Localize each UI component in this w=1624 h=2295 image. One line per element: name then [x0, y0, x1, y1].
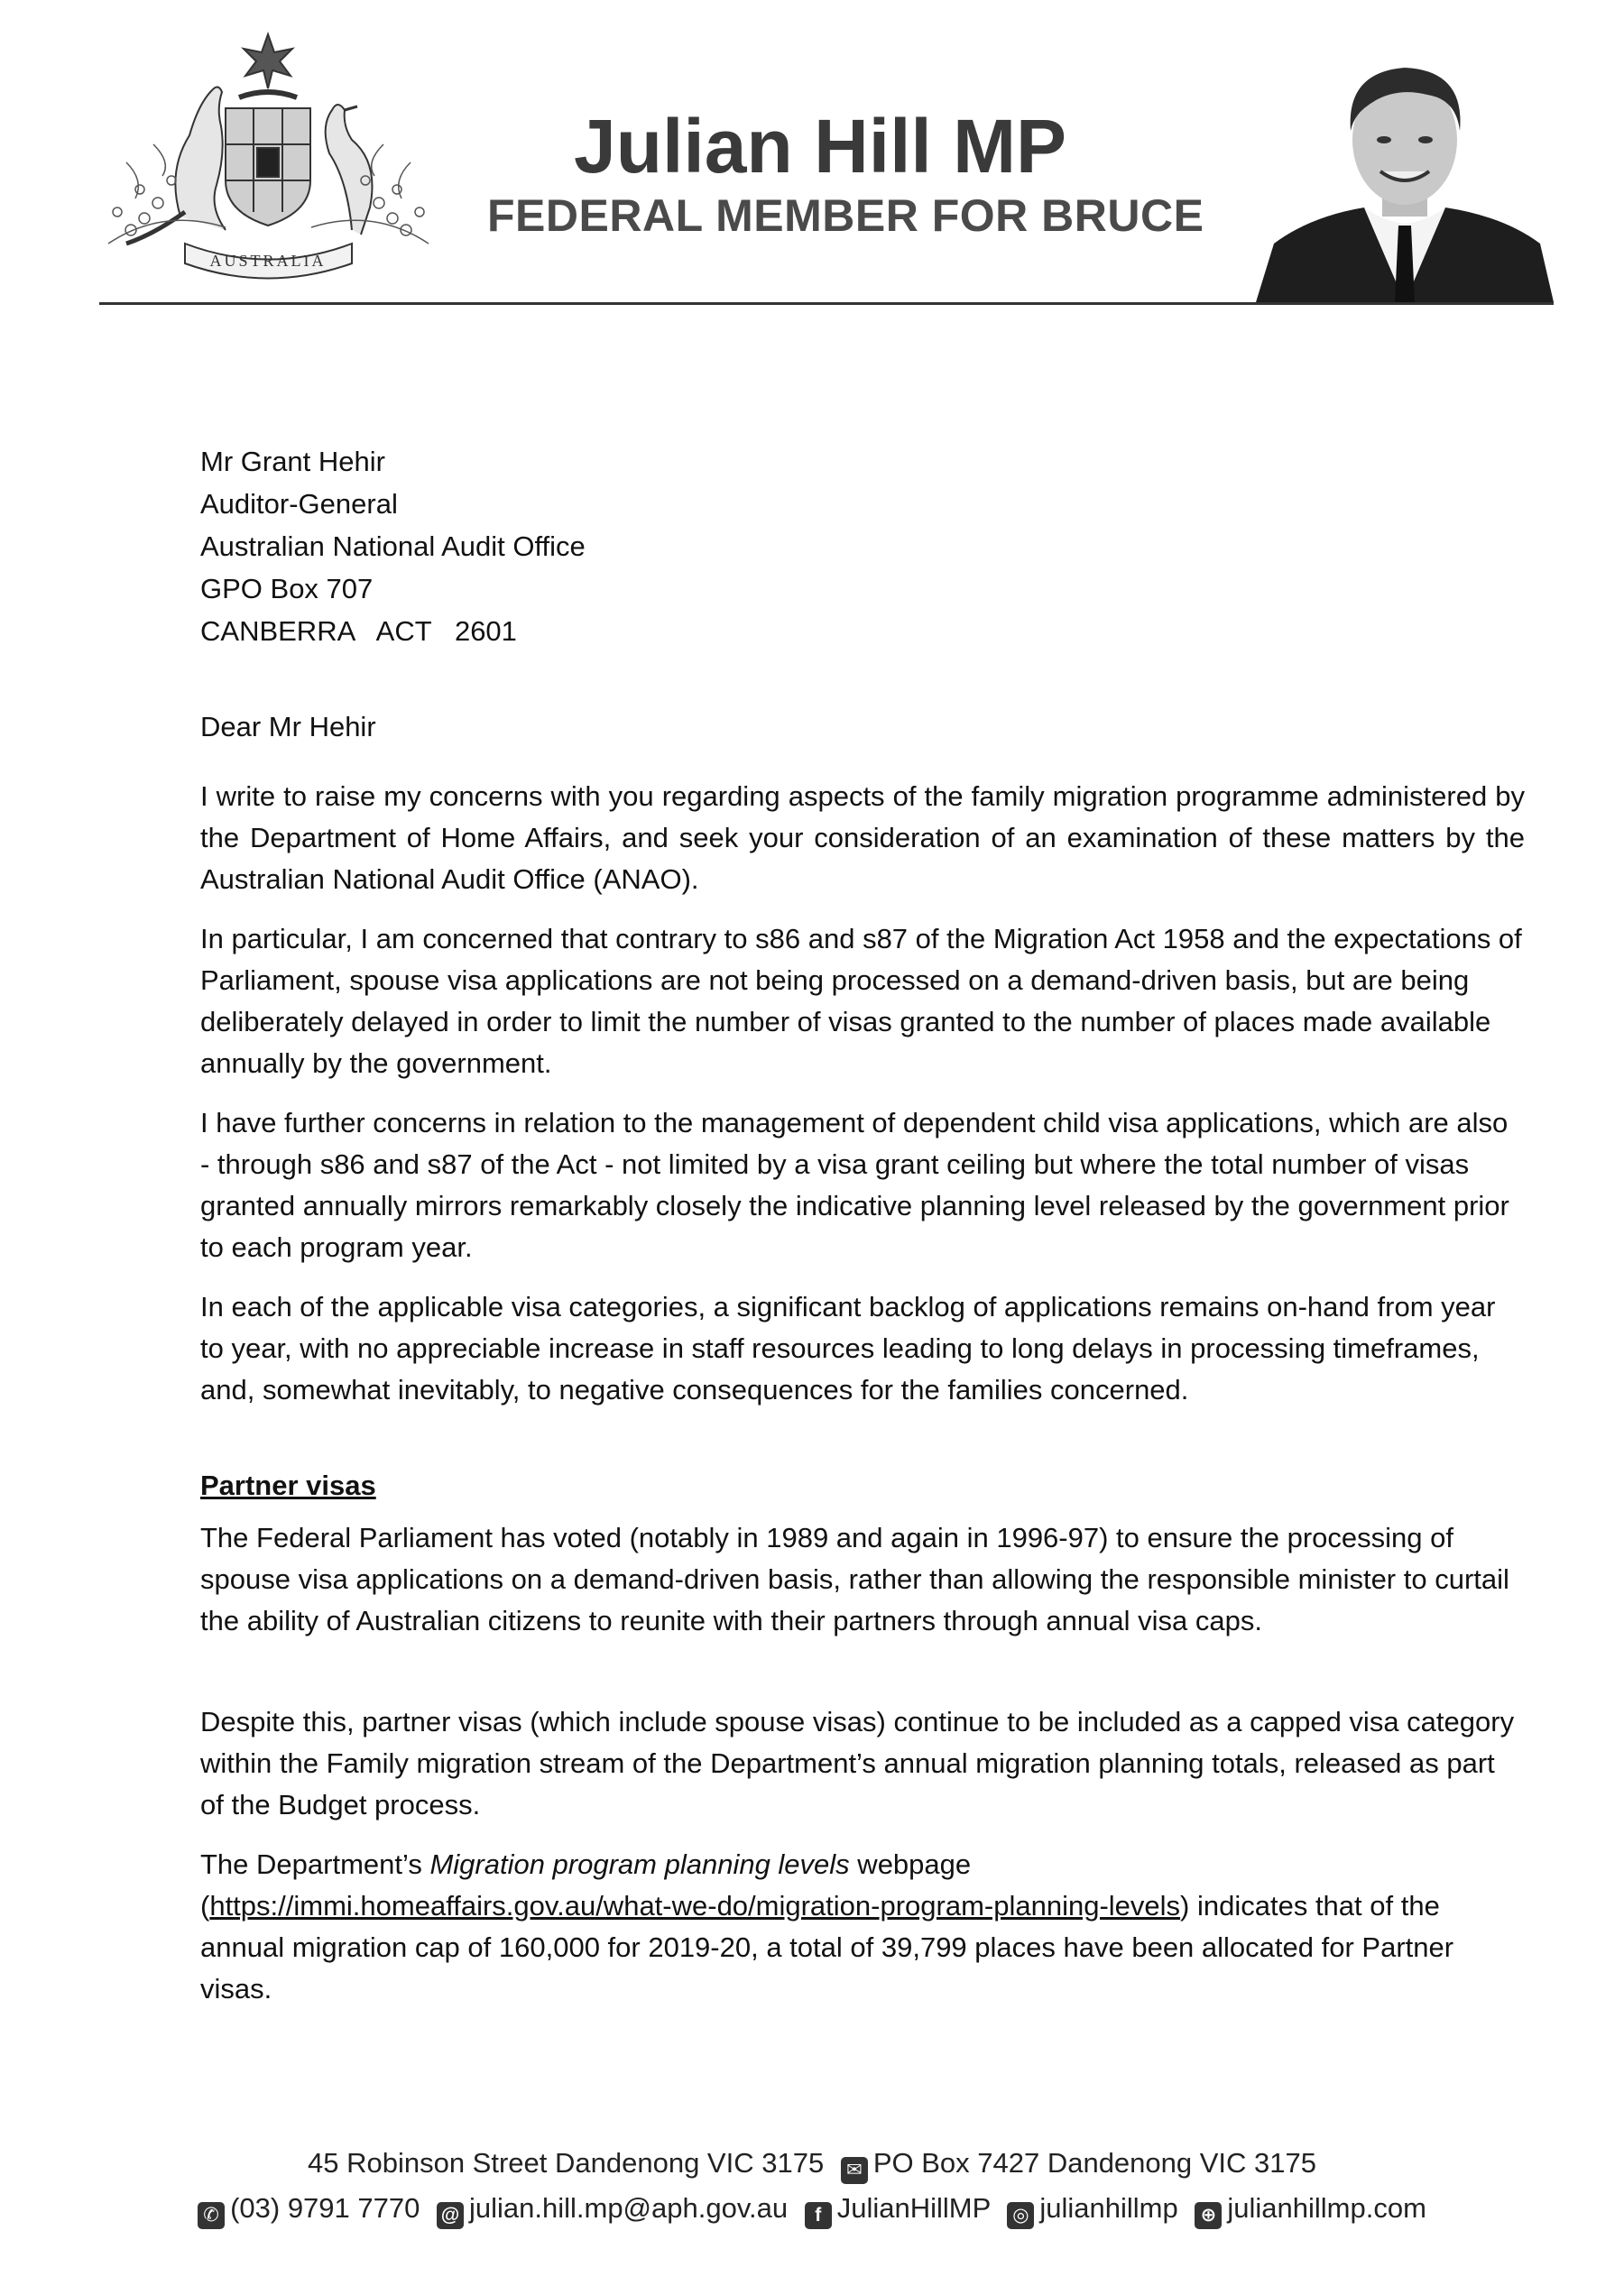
- instagram-handle[interactable]: julianhillmp: [1039, 2192, 1178, 2224]
- recipient-line: GPO Box 707: [200, 573, 374, 604]
- website[interactable]: julianhillmp.com: [1227, 2192, 1426, 2224]
- phone-number: (03) 9791 7770: [230, 2192, 420, 2224]
- paragraph: I have further concerns in relation to the management of dependent child visa applications, which are also - through s86 and s87 of the Act - not limited by a visa grant ceiling but where the total number of visas granted annually mirrors remarkably closely the indicative planning level released by the government prior to each program year.: [200, 1107, 1509, 1263]
- planning-levels-link[interactable]: https://immi.homeaffairs.gov.au/what-we-do/migration-program-planning-levels: [209, 1890, 1181, 1922]
- paragraph: The Federal Parliament has voted (notably in 1989 and again in 1996-97) to ensure the processing of spouse visa applications on a demand-driven basis, rather than allowing the responsible minister to curtail the ability of Australian citizens to reunite with their partners through annual visa caps.: [200, 1522, 1509, 1636]
- italic-title: Migration program planning levels: [429, 1848, 850, 1880]
- paragraph: I write to raise my concerns with you regarding aspects of the family migration programme administered by the Department of Home Affairs, and seek your consideration of an examination of these matters by the Australian National Audit Office (ANAO).: [200, 780, 1525, 895]
- recipient-address: [200, 440, 586, 652]
- text: webpage: [849, 1848, 972, 1880]
- email-at-icon: @: [437, 2202, 464, 2229]
- text: (: [200, 1890, 210, 1922]
- paragraph: In particular, I am concerned that contrary to s86 and s87 of the Migration Act 1958 and the expectations of Parliament, spouse visa applications are not being processed on a demand-driven basis, but are being deliberately delayed in order to limit the number of visas granted to the number of places made available annually by the government.: [200, 923, 1522, 1079]
- text: The Department’s: [200, 1848, 430, 1880]
- email-address[interactable]: julian.hill.mp@aph.gov.au: [468, 2192, 789, 2224]
- po-box: PO Box 7427 Dandenong VIC 3175: [872, 2147, 1316, 2179]
- footer-contact-line: [0, 2190, 1624, 2229]
- paragraph: Despite this, partner visas (which include spouse visas) continue to be included as a capped visa category within the Family migration stream of the Department’s annual migration planning totals, released as part of the Budget process.: [200, 1706, 1515, 1820]
- header-divider: [99, 302, 1554, 305]
- mail-icon: ✉: [841, 2157, 868, 2184]
- globe-icon: ⊕: [1195, 2202, 1222, 2229]
- section-heading: Partner visas: [200, 1470, 376, 1501]
- coat-of-arms-icon: [90, 27, 447, 298]
- recipient-line: Mr Grant Hehir: [200, 446, 385, 477]
- svg-text:AUSTRALIA: AUSTRALIA: [209, 252, 327, 270]
- salutation: Dear Mr Hehir: [200, 711, 376, 742]
- mp-title: FEDERAL MEMBER FOR BRUCE: [487, 190, 1204, 241]
- recipient-line: Auditor-General: [200, 488, 398, 520]
- text: ) indicates that of the annual migration cap of 160,000 for 2019-20, a total of 39,799 places have been allocated for Partner visas.: [200, 1890, 1454, 2005]
- instagram-icon: ◎: [1007, 2202, 1034, 2229]
- mp-portrait: [1256, 45, 1554, 302]
- recipient-line: CANBERRA ACT 2601: [200, 615, 517, 647]
- facebook-handle[interactable]: JulianHillMP: [836, 2192, 991, 2224]
- facebook-icon: f: [805, 2202, 832, 2229]
- footer-address-line: [0, 2145, 1624, 2184]
- mp-name: Julian Hill MP: [574, 104, 1067, 189]
- office-address: 45 Robinson Street Dandenong VIC 3175: [308, 2147, 825, 2179]
- paragraph-planning-levels: [200, 1844, 1525, 2010]
- paragraph: In each of the applicable visa categories, a significant backlog of applications remains on-hand from year to year, with no appreciable increase in staff resources leading to long delays in processing timeframes, and, somewhat inevitably, to negative consequences for the families concerned.: [200, 1291, 1496, 1406]
- phone-icon: ✆: [198, 2202, 225, 2229]
- recipient-line: Australian National Audit Office: [200, 530, 586, 562]
